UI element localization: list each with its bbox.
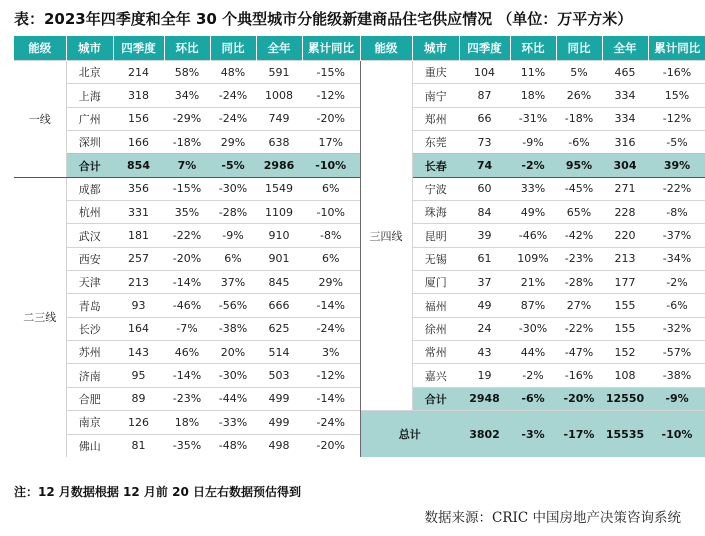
cell-yoy-change: -45% [556,177,602,200]
cell-cumulative-yoy: -14% [302,294,360,317]
cell-cumulative-yoy: -22% [648,177,705,200]
subtotal-yoy-change: -20% [556,387,602,410]
cell-city: 天津 [66,271,113,294]
cell-mom-change: -9% [510,131,556,154]
cell-city: 西安 [66,247,113,270]
cell-yoy-change: -30% [210,177,256,200]
cell-q4-value: 84 [459,201,510,224]
cell-cumulative-yoy: -38% [648,364,705,387]
cell-mom-change: 44% [510,341,556,364]
table-row [14,294,705,317]
cell-q4-value: 81 [113,434,164,457]
cell-full-year-value: 845 [256,271,302,294]
cell-q4-value: 331 [113,201,164,224]
cell-city: 长沙 [66,317,113,340]
cell-city: 济南 [66,364,113,387]
cell-full-year-value: 749 [256,107,302,130]
cell-full-year-value: 514 [256,341,302,364]
cell-q4-value: 104 [459,61,510,84]
cell-yoy-change: 29% [210,131,256,154]
cell-yoy-change: 48% [210,61,256,84]
cell-yoy-change: 26% [556,84,602,107]
cell-mom-change: 21% [510,271,556,294]
cell-mom-change: -35% [164,434,210,457]
cell-cumulative-yoy: -37% [648,224,705,247]
cell-full-year-value: 498 [256,434,302,457]
cell-full-year-value: 499 [256,387,302,410]
cell-full-year-value: 465 [602,61,648,84]
cell-full-year-value: 503 [256,364,302,387]
grand-total-yoy-change: -17% [556,411,602,457]
cell-city: 杭州 [66,201,113,224]
cell-yoy-change: 5% [556,61,602,84]
cell-city: 苏州 [66,341,113,364]
cell-cumulative-yoy: -34% [648,247,705,270]
cell-full-year-value: 910 [256,224,302,247]
subtotal-q4-value: 854 [113,154,164,177]
cell-city: 深圳 [66,131,113,154]
cell-city: 郑州 [412,107,459,130]
cell-yoy-change: -22% [556,317,602,340]
cell-cumulative-yoy: 6% [302,247,360,270]
cell-mom-change: -20% [164,247,210,270]
cell-city: 成都 [66,177,113,200]
cell-mom-change: 34% [164,84,210,107]
cell-q4-value: 126 [113,411,164,434]
cell-full-year-value: 155 [602,317,648,340]
cell-city: 昆明 [412,224,459,247]
cell-q4-value: 49 [459,294,510,317]
cell-yoy-change: -33% [210,411,256,434]
cell-q4-value: 213 [113,271,164,294]
cell-city: 无锡 [412,247,459,270]
cell-q4-value: 95 [113,364,164,387]
cell-mom-change: -18% [164,131,210,154]
data-source: 数据来源：CRIC 中国房地产决策咨询系统 [424,510,681,526]
table-row [14,201,705,224]
cell-cumulative-yoy: 15% [648,84,705,107]
cell-mom-change: 11% [510,61,556,84]
cell-mom-change: -7% [164,317,210,340]
grand-total-cumulative-yoy: -10% [648,411,705,457]
subtotal-cumulative-yoy: -10% [302,154,360,177]
cell-city: 重庆 [412,61,459,84]
cell-city: 宁波 [412,177,459,200]
table-row [14,364,705,387]
cell-cumulative-yoy: -12% [302,364,360,387]
cell-full-year-value: 666 [256,294,302,317]
table-row [14,84,705,107]
cell-city: 常州 [412,341,459,364]
table-row [14,131,705,154]
cell-full-year-value: 1008 [256,84,302,107]
table-row [14,177,705,200]
cell-cumulative-yoy: -57% [648,341,705,364]
cell-city: 南宁 [412,84,459,107]
tier-label-tier1: 一线 [14,61,66,178]
subtotal-yoy-change: -5% [210,154,256,177]
table-row [14,387,705,410]
cell-yoy-change: -47% [556,341,602,364]
cell-q4-value: 74 [459,154,510,177]
cell-q4-value: 39 [459,224,510,247]
cell-full-year-value: 213 [602,247,648,270]
table-row [14,271,705,294]
cell-q4-value: 60 [459,177,510,200]
cell-city: 厦门 [412,271,459,294]
cell-mom-change: -2% [510,364,556,387]
cell-mom-change: 109% [510,247,556,270]
cell-q4-value: 214 [113,61,164,84]
cell-mom-change: -2% [510,154,556,177]
cell-mom-change: -31% [510,107,556,130]
cell-cumulative-yoy: -14% [302,387,360,410]
cell-mom-change: -14% [164,271,210,294]
table-row [14,154,705,177]
cell-q4-value: 93 [113,294,164,317]
cell-full-year-value: 334 [602,107,648,130]
cell-q4-value: 318 [113,84,164,107]
cell-q4-value: 24 [459,317,510,340]
grand-total-label: 总计 [360,411,459,457]
cell-full-year-value: 177 [602,271,648,294]
footnote: 注：12 月数据根据 12 月前 20 日左右数据预估得到 [14,485,301,499]
cell-mom-change: 87% [510,294,556,317]
cell-city: 长春 [412,154,459,177]
cell-yoy-change: 37% [210,271,256,294]
cell-city: 佛山 [66,434,113,457]
cell-cumulative-yoy: -2% [648,271,705,294]
cell-cumulative-yoy: -5% [648,131,705,154]
cell-mom-change: 46% [164,341,210,364]
cell-mom-change: 49% [510,201,556,224]
cell-yoy-change: -38% [210,317,256,340]
subtotal-full-year-value: 12550 [602,387,648,410]
subtotal-mom-change: 7% [164,154,210,177]
cell-cumulative-yoy: -8% [648,201,705,224]
cell-yoy-change: -44% [210,387,256,410]
cell-mom-change: 18% [164,411,210,434]
table-row [14,107,705,130]
cell-full-year-value: 334 [602,84,648,107]
cell-cumulative-yoy: -6% [648,294,705,317]
cell-q4-value: 166 [113,131,164,154]
cell-yoy-change: -28% [556,271,602,294]
header-full-year: 全年 [256,36,302,61]
subtotal-full-year-value: 2986 [256,154,302,177]
cell-mom-change: 33% [510,177,556,200]
cell-q4-value: 156 [113,107,164,130]
header-yoy: 同比 [210,36,256,61]
header-q4: 四季度 [459,36,510,61]
cell-mom-change: 35% [164,201,210,224]
cell-q4-value: 87 [459,84,510,107]
cell-full-year-value: 591 [256,61,302,84]
header-tier: 能级 [360,36,412,61]
cell-full-year-value: 638 [256,131,302,154]
tier-label-tier34: 三四线 [360,61,412,411]
cell-cumulative-yoy: -12% [302,84,360,107]
subtotal-q4-value: 2948 [459,387,510,410]
cell-cumulative-yoy: -32% [648,317,705,340]
grand-total-q4-value: 3802 [459,411,510,457]
cell-cumulative-yoy: -16% [648,61,705,84]
cell-q4-value: 43 [459,341,510,364]
cell-full-year-value: 108 [602,364,648,387]
cell-mom-change: -46% [510,224,556,247]
cell-mom-change: -30% [510,317,556,340]
table-row [14,247,705,270]
cell-city: 广州 [66,107,113,130]
cell-cumulative-yoy: 3% [302,341,360,364]
cell-yoy-change: 27% [556,294,602,317]
table-title: 表：2023年四季度和全年 30 个典型城市分能级新建商品住宅供应情况 （单位：万平方米） [14,10,633,28]
cell-yoy-change: -18% [556,107,602,130]
cell-cumulative-yoy: 29% [302,271,360,294]
cell-full-year-value: 901 [256,247,302,270]
cell-cumulative-yoy: -12% [648,107,705,130]
cell-q4-value: 37 [459,271,510,294]
cell-yoy-change: -42% [556,224,602,247]
cell-full-year-value: 1549 [256,177,302,200]
header-q4: 四季度 [113,36,164,61]
cell-yoy-change: -24% [210,84,256,107]
header-mom: 环比 [510,36,556,61]
cell-city: 珠海 [412,201,459,224]
cell-q4-value: 181 [113,224,164,247]
cell-yoy-change: -23% [556,247,602,270]
cell-full-year-value: 304 [602,154,648,177]
header-cumulative-yoy: 累计同比 [648,36,705,61]
cell-city: 北京 [66,61,113,84]
cell-full-year-value: 625 [256,317,302,340]
cell-city: 青岛 [66,294,113,317]
subtotal-city: 合计 [66,154,113,177]
cell-q4-value: 143 [113,341,164,364]
cell-yoy-change: -24% [210,107,256,130]
cell-cumulative-yoy: 17% [302,131,360,154]
cell-q4-value: 73 [459,131,510,154]
cell-full-year-value: 152 [602,341,648,364]
table-row [14,61,705,84]
subtotal-cumulative-yoy: -9% [648,387,705,410]
cell-cumulative-yoy: 6% [302,177,360,200]
cell-city: 南京 [66,411,113,434]
cell-yoy-change: -56% [210,294,256,317]
cell-city: 徐州 [412,317,459,340]
cell-full-year-value: 155 [602,294,648,317]
header-yoy: 同比 [556,36,602,61]
table-row [14,224,705,247]
cell-city: 嘉兴 [412,364,459,387]
tier-label-tier23: 二三线 [14,177,66,457]
cell-yoy-change: -30% [210,364,256,387]
header-row [14,36,705,61]
cell-city: 上海 [66,84,113,107]
cell-q4-value: 164 [113,317,164,340]
cell-cumulative-yoy: -24% [302,411,360,434]
cell-q4-value: 19 [459,364,510,387]
cell-cumulative-yoy: -20% [302,434,360,457]
cell-city: 武汉 [66,224,113,247]
cell-q4-value: 356 [113,177,164,200]
cell-yoy-change: 65% [556,201,602,224]
cell-full-year-value: 228 [602,201,648,224]
table-row [14,317,705,340]
cell-yoy-change: -16% [556,364,602,387]
table-row [14,411,705,434]
cell-cumulative-yoy: -8% [302,224,360,247]
cell-mom-change: -29% [164,107,210,130]
cell-cumulative-yoy: -10% [302,201,360,224]
header-tier: 能级 [14,36,66,61]
cell-cumulative-yoy: -24% [302,317,360,340]
cell-cumulative-yoy: 39% [648,154,705,177]
header-full-year: 全年 [602,36,648,61]
cell-full-year-value: 1109 [256,201,302,224]
grand-total-mom-change: -3% [510,411,556,457]
grand-total-full-year-value: 15535 [602,411,648,457]
supply-table [14,36,705,457]
cell-cumulative-yoy: -20% [302,107,360,130]
cell-q4-value: 66 [459,107,510,130]
cell-yoy-change: 20% [210,341,256,364]
cell-q4-value: 61 [459,247,510,270]
cell-q4-value: 257 [113,247,164,270]
cell-city: 福州 [412,294,459,317]
cell-city: 东莞 [412,131,459,154]
header-cumulative-yoy: 累计同比 [302,36,360,61]
cell-mom-change: -23% [164,387,210,410]
header-mom: 环比 [164,36,210,61]
cell-full-year-value: 316 [602,131,648,154]
cell-mom-change: 58% [164,61,210,84]
cell-mom-change: -46% [164,294,210,317]
subtotal-mom-change: -6% [510,387,556,410]
cell-full-year-value: 271 [602,177,648,200]
cell-city: 合肥 [66,387,113,410]
cell-mom-change: -15% [164,177,210,200]
table-row [14,341,705,364]
cell-full-year-value: 220 [602,224,648,247]
cell-yoy-change: 6% [210,247,256,270]
cell-q4-value: 89 [113,387,164,410]
header-city: 城市 [66,36,113,61]
cell-mom-change: -22% [164,224,210,247]
cell-mom-change: -14% [164,364,210,387]
cell-cumulative-yoy: -15% [302,61,360,84]
subtotal-city: 合计 [412,387,459,410]
cell-yoy-change: 95% [556,154,602,177]
cell-yoy-change: -9% [210,224,256,247]
cell-full-year-value: 499 [256,411,302,434]
cell-mom-change: 18% [510,84,556,107]
cell-yoy-change: -6% [556,131,602,154]
cell-yoy-change: -48% [210,434,256,457]
cell-yoy-change: -28% [210,201,256,224]
header-city: 城市 [412,36,459,61]
